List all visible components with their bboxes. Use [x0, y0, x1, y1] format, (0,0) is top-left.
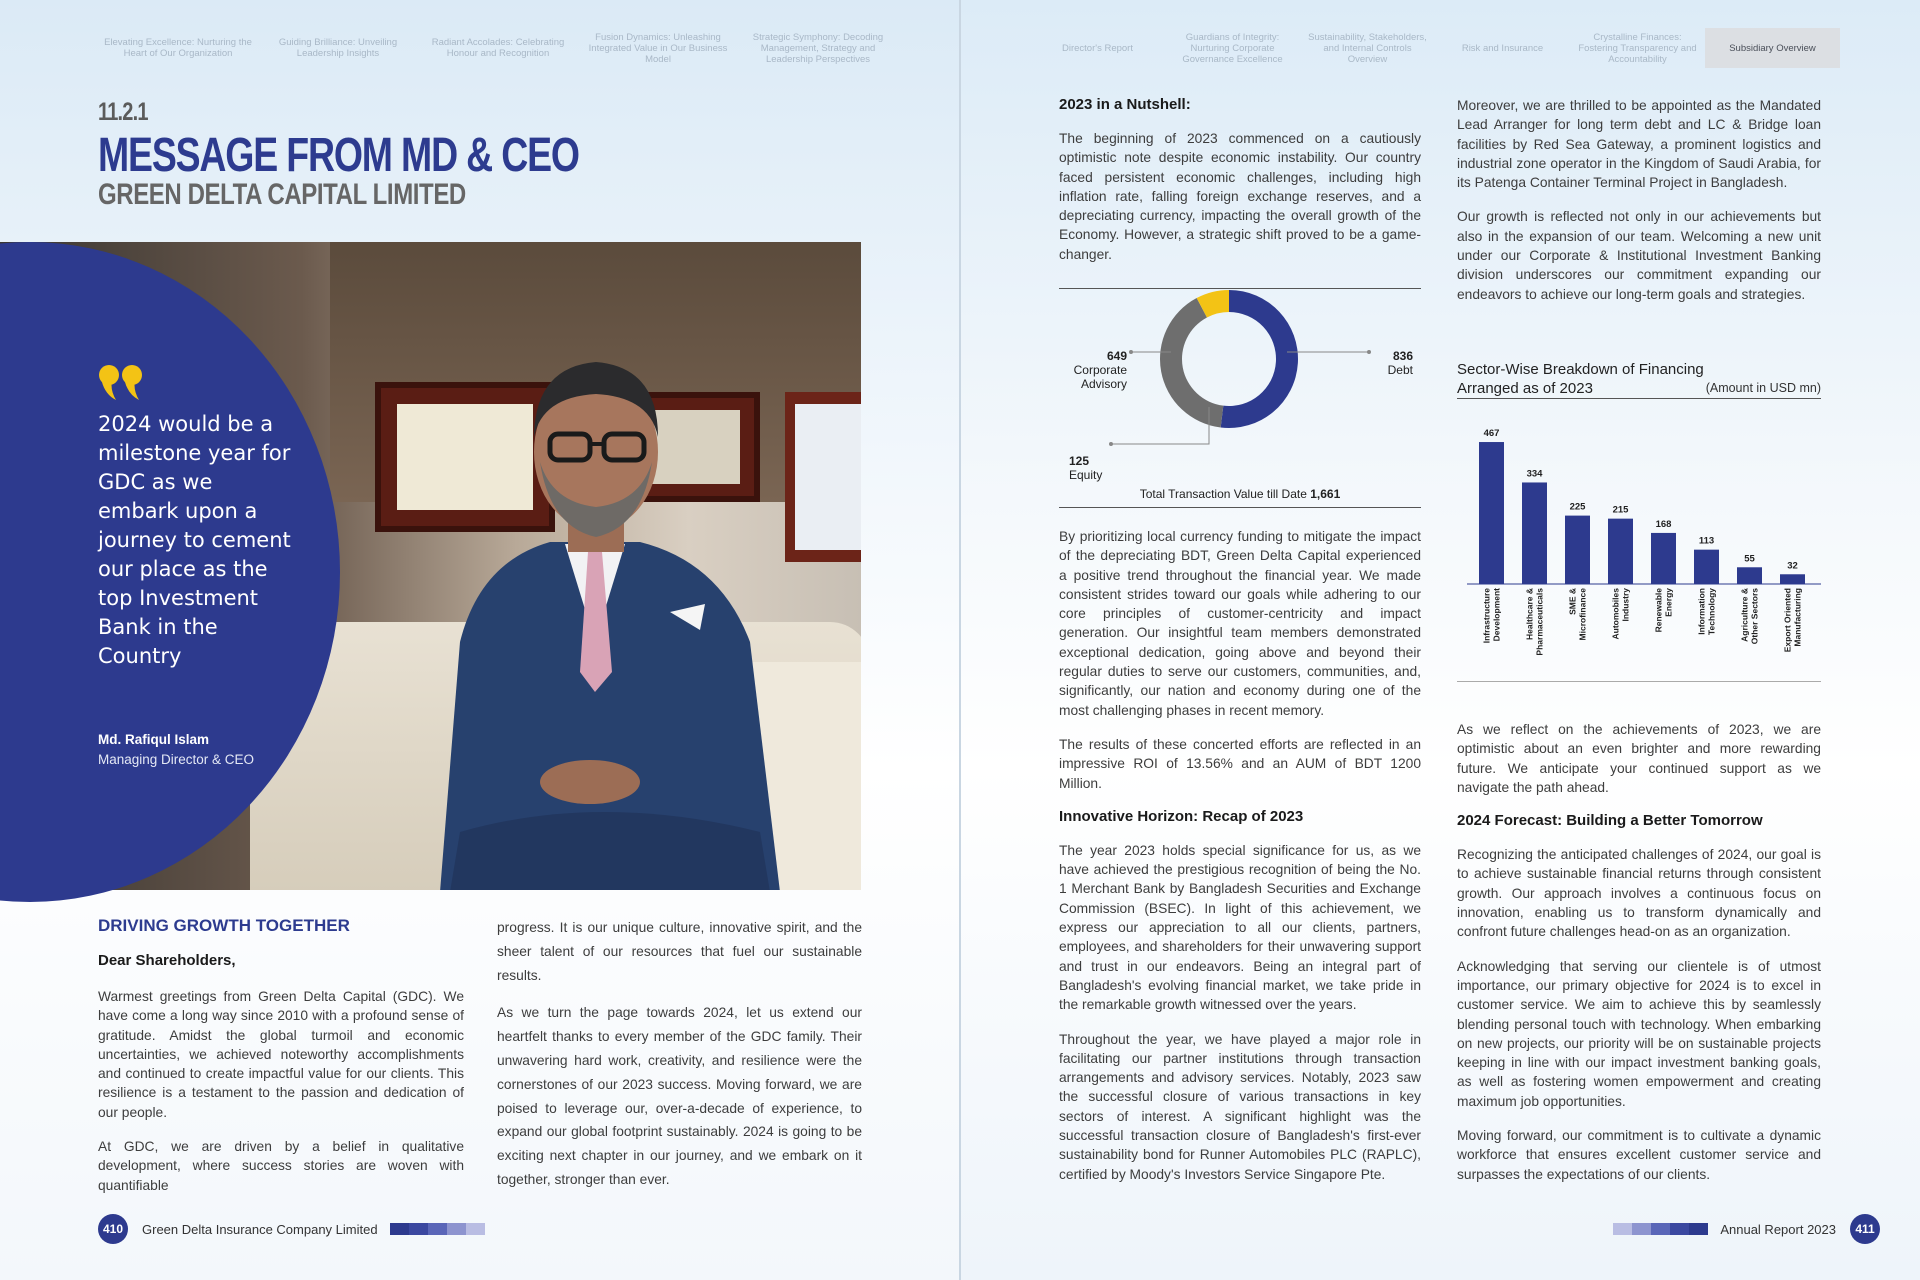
donut-chart [1059, 288, 1421, 508]
paragraph: The results of these concerted efforts are reflected in an impressive ROI of 13.56% and an AUM of BDT 1200 Million. [1059, 736, 1421, 791]
donut-total [1059, 487, 1421, 501]
paragraph: progress. It is our unique culture, innovative spirit, and the sheer talent of our resources that fuel our sustainable results. [497, 920, 862, 983]
paragraph: As we reflect on the achievements of 2023, we are optimistic about an even brighter and more rewarding future. We anticipate your continued support as we navigate the path ahead. [1457, 722, 1821, 795]
nav-tab-active[interactable]: Subsidiary Overview [1705, 28, 1840, 68]
donut-category: Debt [1387, 363, 1413, 377]
section-heading: Innovative Horizon: Recap of 2023 [1059, 807, 1304, 825]
bar-value-label: 113 [1698, 535, 1715, 547]
body-text [1059, 527, 1421, 793]
bar-category-label-line: Technology [1706, 588, 1717, 636]
bar-category-label-line: Information [1696, 588, 1707, 635]
bar-category-label-line: Pharmaceuticals [1534, 588, 1545, 656]
quote-mark-icon [98, 362, 144, 402]
donut-category: Equity [1069, 468, 1103, 482]
divider [1457, 681, 1821, 682]
donut-value: 649 [1106, 349, 1127, 363]
body-text [1059, 129, 1421, 264]
donut-leader-dot [1109, 442, 1113, 446]
paragraph: As we turn the page towards 2024, let us extend our heartfelt thanks to every member of the GDC family. Their unwavering hard work, creativity, and resilience were the cornerstones of our 2023 success. Moving forward, we are poised to leverage our, over-a-decade of experience, to expand our global footprint sustainably. 2024 is going to be exciting next chapter in our journey, and we embark on it together, stronger than ever. [497, 1005, 862, 1187]
section-number: 11.2.1 [98, 98, 148, 126]
bar-value-label: 467 [1483, 428, 1500, 440]
bar-category-label-line: Agriculture & [1739, 588, 1750, 642]
right-nav [1030, 28, 1840, 68]
donut-slice-debt [1221, 290, 1298, 428]
bar [1608, 519, 1633, 584]
bar-category-label-line: Manufacturing [1792, 588, 1803, 647]
bar [1780, 574, 1805, 584]
right-column-2-top [1457, 96, 1821, 319]
footer-color-strip [1613, 1223, 1708, 1235]
bar-category-label-line: Development [1491, 588, 1502, 642]
right-column-1-bottom [1059, 527, 1421, 1199]
body-text [1457, 96, 1821, 304]
bar-chart-title-text: Sector-Wise Breakdown of Financing Arranged as of 2023 [1457, 361, 1704, 397]
footer-report: Annual Report 2023 [1720, 1221, 1836, 1237]
nav-tab[interactable]: Guiding Brilliance: Unveiling Leadership Insights [278, 37, 398, 59]
paragraph: By prioritizing local currency funding to mitigate the impact of the depreciating BDT, Green Delta Capital experienced a positive trend throughout the financial year. We made consistent strides toward our goals while adhering to our core principles of customer-centricity and impact generation. Our insightful team members demonstrated exceptional dedication, going above and beyond their regular duties to serve our customers, communities, and, significantly, our nation and economy during one of the most challenging phases in recent memory. [1059, 529, 1421, 718]
bar [1522, 482, 1547, 584]
right-footer [1613, 1214, 1880, 1244]
bar-value-label: 168 [1655, 518, 1672, 530]
bar-category-label [1654, 588, 1674, 633]
pull-quote: 2024 would be a milestone year for GDC as we embark upon a journey to cement our place as the top Investment Bank in the Country [98, 412, 291, 668]
bar-category-label-line: SME & [1567, 588, 1578, 615]
nav-tab[interactable]: Radiant Accolades: Celebrating Honour and Recognition [431, 37, 565, 59]
bar-category-label [1783, 588, 1803, 652]
left-column-2 [497, 916, 862, 1206]
nav-tab[interactable]: Fusion Dynamics: Unleashing Integrated Value in Our Business Model [588, 31, 728, 65]
photo-frame [785, 392, 861, 562]
donut-value: 836 [1392, 349, 1413, 363]
donut-label-debt [1388, 349, 1413, 377]
paragraph: Acknowledging that serving our clientele is of utmost importance, our primary objective for 2024 is to excel in customer service. We aim to achieve this by seamlessly blending personal touch with technology. When embarking on new projects, our priority will be on sustainable projects keeping in line with our impact investment banking goals, as well as fostering women empowerment and creating maximum job opportunities. [1457, 958, 1821, 1109]
section-heading: DRIVING GROWTH TOGETHER [98, 916, 350, 935]
bar-category-label-line: Microfinance [1577, 588, 1588, 641]
paragraph: At GDC, we are driven by a belief in qualitative development, where success stories are woven with quantifiable [98, 1139, 464, 1193]
bar-value-label: 215 [1612, 504, 1629, 516]
nav-tab[interactable]: Strategic Symphony: Decoding Management, Strategy and Leadership Perspectives [752, 31, 884, 65]
paragraph: Recognizing the anticipated challenges of 2024, our goal is to achieve sustainable financial returns through consistent growth. Our approach involves a continuous focus on innovation, enabling us to transform dynamically and confront future challenges head-on as an organization. [1457, 847, 1821, 940]
paragraph: Moving forward, our commitment is to cultivate a dynamic workforce that ensures excellent customer service and surpasses the expectations of our clients. [1457, 1128, 1821, 1182]
ceo-figure [400, 312, 790, 890]
bar-category-label-line: Industry [1620, 588, 1631, 622]
bar [1565, 516, 1590, 584]
left-column-1 [98, 916, 464, 1210]
donut-leader-dot [1367, 350, 1371, 354]
section-heading: 2024 Forecast: Building a Better Tomorrow [1457, 812, 1763, 830]
bar-category-label [1740, 588, 1760, 644]
nav-tab[interactable]: Guardians of Integrity: Nurturing Corporate Governance Excellence [1182, 31, 1283, 65]
nav-tab[interactable]: Elevating Excellence: Nurturing the Heart of Our Organization [104, 37, 252, 59]
bar-chart-title [1457, 360, 1821, 398]
right-page [961, 0, 1920, 1280]
quote-author-role: Managing Director & CEO [98, 752, 255, 767]
bar-category-label-line: Infrastructure [1481, 588, 1492, 644]
paragraph: The year 2023 holds special significance for us, as we have achieved the prestigious recognition of being the No. 1 Merchant Bank by Bangladesh Securities and Exchange Commission (BSEC). In light of this achievement, we express our appreciation to all our clients, partners, employees, and shareholders for their unwavering support and trust in our endeavors. Being an integral part of Bangladesh's evolving financial market, we take pride in the remarkable growth witnessed over the years. [1059, 842, 1421, 1013]
left-footer [98, 1214, 485, 1244]
bar-value-label: 55 [1744, 553, 1755, 565]
nav-tab[interactable]: Director's Report [1062, 42, 1133, 54]
body-text [497, 916, 862, 1192]
donut-value: 125 [1069, 454, 1090, 468]
donut-label-advisory [1065, 349, 1127, 391]
footer-company: Green Delta Insurance Company Limited [142, 1221, 378, 1237]
donut-total-label: Total Transaction Value till Date [1139, 487, 1307, 501]
bar-category-label [1697, 588, 1717, 635]
salutation: Dear Shareholders, [98, 952, 236, 969]
quote-author-name: Md. Rafiqul Islam [98, 732, 210, 747]
bar-chart [1457, 412, 1821, 682]
bar-category-label-line: Other Sectors [1749, 588, 1760, 645]
left-nav [98, 28, 898, 68]
bar-category-label-line: Automobiles [1610, 588, 1621, 640]
nav-tab[interactable]: Sustainability, Stakeholders, and Internal Controls Overview [1308, 31, 1427, 65]
bar [1651, 533, 1676, 584]
bar-category-label [1568, 588, 1588, 641]
donut-slice-corporate-advisory [1160, 298, 1223, 427]
body-text [1457, 720, 1821, 797]
body-text [98, 987, 464, 1195]
bar-category-label [1482, 588, 1502, 644]
bar-category-label-line: Renewable [1653, 588, 1664, 633]
paragraph: Moreover, we are thrilled to be appointed as the Mandated Lead Arranger for long term debt and LC & Bridge loan facilities by Red Sea Gateway, a prominent logistics and industrial zone operator in the Kingdom of Saudi Arabia, for its Patenga Container Terminal Project in Bangladesh. [1457, 98, 1821, 191]
bar-category-label-line: Healthcare & [1524, 588, 1535, 640]
body-text [1059, 841, 1421, 1184]
page-number: 410 [98, 1214, 128, 1244]
body-text [1457, 845, 1821, 1184]
donut-total-value: 1,661 [1310, 487, 1341, 501]
bar-value-label: 32 [1787, 560, 1798, 572]
bar-chart-unit: (Amount in USD mn) [1705, 381, 1821, 395]
page-number: 411 [1850, 1214, 1880, 1244]
bar-category-label [1611, 588, 1631, 640]
nav-tab[interactable]: Risk and Insurance [1461, 42, 1544, 54]
page-subtitle: GREEN DELTA CAPITAL LIMITED [98, 178, 466, 211]
right-column-1-top [1059, 96, 1421, 279]
bar [1737, 567, 1762, 584]
paragraph: The beginning of 2023 commenced on a cautiously optimistic note despite economic instability. Our country faced persistent economic challenges, including high inflation rate, falling foreign exchange reserves, and a depreciating currency, impacting the overall growth of the Economy. However, a strategic shift proved to be a game-changer. [1059, 131, 1421, 262]
donut-label-equity [1069, 454, 1102, 482]
bar-category-label-line: Energy [1663, 588, 1674, 617]
bar [1479, 442, 1504, 584]
bar-category-label-line: Export Oriented [1782, 588, 1793, 653]
divider [1457, 398, 1821, 399]
right-column-2-bottom [1457, 720, 1821, 1199]
nav-tab[interactable]: Crystalline Finances: Fostering Transparency and Accountability [1578, 31, 1697, 65]
bar-value-label: 334 [1526, 468, 1543, 480]
page-title: MESSAGE FROM MD & CEO [98, 129, 579, 182]
bar [1694, 550, 1719, 584]
paragraph: Our growth is reflected not only in our achievements but also in the expansion of our team. Welcoming a new unit under our Corporate & Institutional Investment Banking division underscores our commitment expanding our endeavors to achieve our long-term goals and strategies. [1457, 209, 1821, 302]
paragraph: Warmest greetings from Green Delta Capital (GDC). We have come a long way since 2010 with a profound sense of gratitude. Amidst the global turmoil and economic uncertainties, we achieved noteworthy accomplishments and continued to create impactful value for our clients. This resilience is a testament to the passion and dedication of our people. [98, 989, 464, 1120]
paragraph: Throughout the year, we have played a major role in facilitating our partner institutions through transaction arrangements and advisory services. Notably, 2023 saw the successful closure of various transactions in key sectors of interest. A significant highlight was the successful transaction closure of Bangladesh's first-ever sustainability bond for Runner Automobiles PLC (RAPLC), certified by Moody's Investors Service Singapore Pte. [1059, 1031, 1421, 1182]
donut-leader-dot [1129, 350, 1133, 354]
donut-category: Corporate Advisory [1073, 363, 1127, 391]
bar-value-label: 225 [1569, 501, 1586, 513]
section-heading: 2023 in a Nutshell: [1059, 96, 1191, 113]
bar-category-label [1525, 588, 1545, 656]
footer-color-strip [390, 1223, 485, 1235]
